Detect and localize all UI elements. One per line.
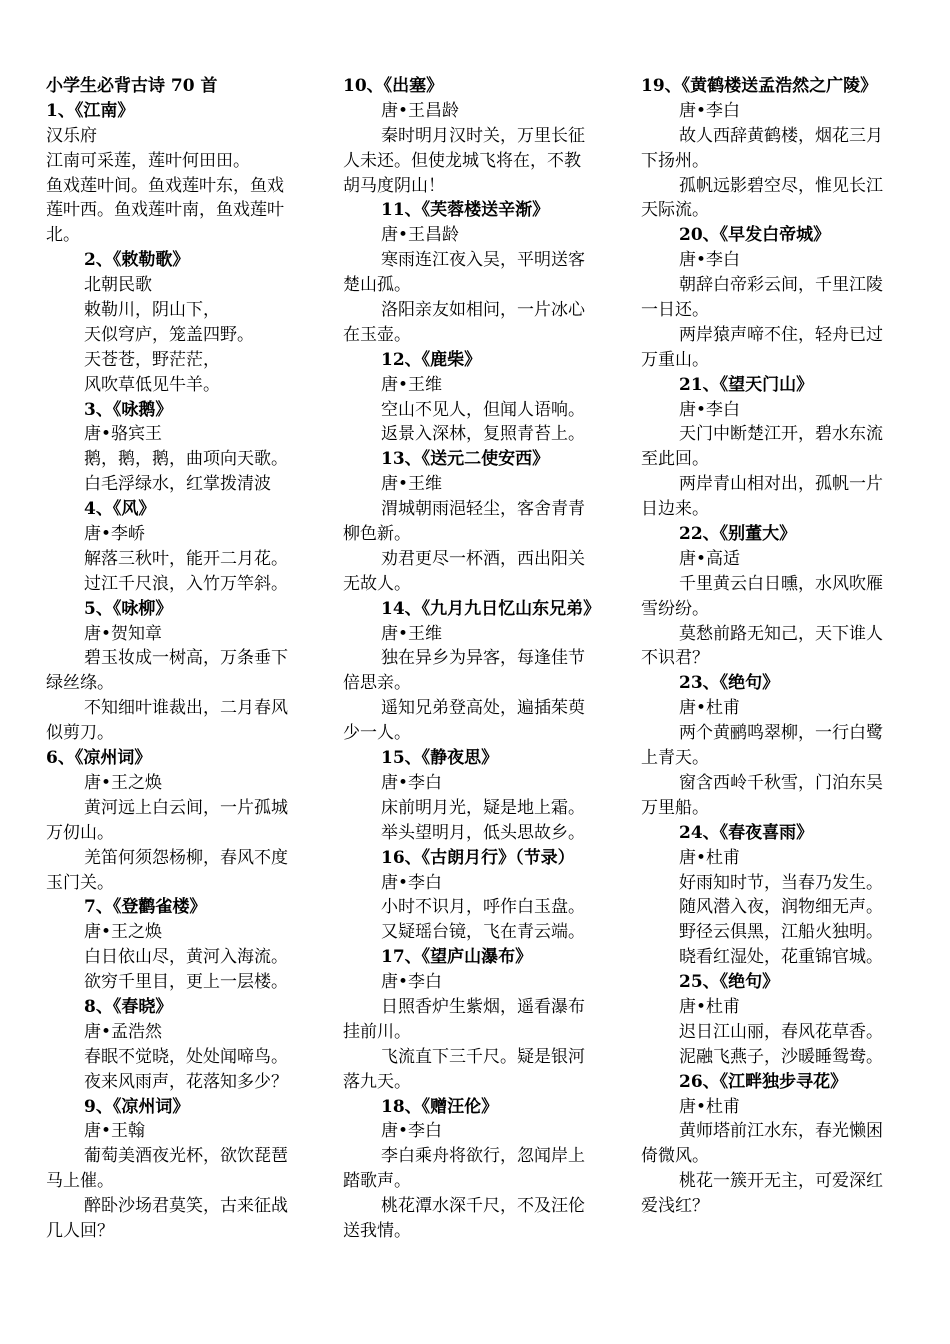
poem-line: 不识君？ (641, 648, 709, 669)
poem-title: 17、《望庐山瀑布》 (381, 947, 533, 968)
poem-line: 桃花潭水深千尺，不及汪伦 (381, 1196, 585, 1217)
poem-line: 故人西辞黄鹤楼，烟花三月 (679, 125, 883, 146)
poem-author: 唐•贺知章 (84, 623, 163, 644)
poem-author: 唐•李白 (679, 399, 741, 420)
poem-title: 5、《咏柳》 (84, 598, 173, 619)
poem-line: 黄河远上白云间，一片孤城 (84, 797, 288, 818)
poem-title: 6、《凉州词》 (46, 748, 152, 769)
poem-line: 敕勒川，阴山下， (84, 300, 220, 321)
poem-line: 春眠不觉晓，处处闻啼鸟。 (84, 1046, 288, 1067)
poem-line: 迟日江山丽，春风花草香。 (679, 1021, 883, 1042)
poem-line: 落九天。 (343, 1071, 411, 1092)
poem-title: 4、《风》 (84, 499, 156, 520)
poem-line: 柳色新。 (343, 524, 411, 545)
poem-title: 23、《绝句》 (679, 673, 780, 694)
poem-author: 唐•王之焕 (84, 772, 163, 793)
poem-line: 随风潜入夜，润物细无声。 (679, 897, 883, 918)
poem-author: 唐•高适 (679, 548, 741, 569)
poem-line: 飞流直下三千尺。疑是银河 (381, 1046, 585, 1067)
poem-line: 莲叶西。鱼戏莲叶南，鱼戏莲叶 (46, 200, 284, 221)
poem-line: 两岸青山相对出，孤帆一片 (679, 474, 883, 495)
poem-line: 独在异乡为异客，每逢佳节 (381, 648, 585, 669)
poem-author: 唐•王昌龄 (381, 225, 460, 246)
poem-line: 鹅，鹅，鹅，曲项向天歌。 (84, 449, 288, 470)
poem-line: 倚微风。 (641, 1146, 709, 1167)
poem-line: 朝辞白帝彩云间，千里江陵 (679, 275, 883, 296)
poem-title: 14、《九月九日忆山东兄弟》 (381, 598, 601, 619)
poem-line: 挂前川。 (343, 1021, 411, 1042)
poem-line: 人未还。但使龙城飞将在，不教 (343, 150, 581, 171)
poem-line: 秦时明月汉时关，万里长征 (381, 125, 585, 146)
poem-title: 25、《绝句》 (679, 972, 780, 993)
poem-author: 唐•骆宾王 (84, 424, 163, 445)
poem-line: 万仞山。 (46, 822, 114, 843)
poem-author: 唐•杜甫 (679, 847, 741, 868)
poem-line: 江南可采莲，莲叶何田田。 (46, 150, 250, 171)
poem-line: 送我情。 (343, 1220, 411, 1241)
poem-line: 踏歌声。 (343, 1171, 411, 1192)
poem-title: 8、《春晓》 (84, 996, 173, 1017)
poem-author: 唐•王维 (381, 623, 443, 644)
poem-line: 碧玉妆成一树高，万条垂下 (84, 648, 288, 669)
column-3 (641, 74, 909, 1219)
poem-line: 桃花一簇开无主，可爱深红 (679, 1171, 883, 1192)
poem-line: 洛阳亲友如相问，一片冰心 (381, 300, 585, 321)
poem-line: 葡萄美酒夜光杯，欲饮琵琶 (84, 1146, 288, 1167)
poem-line: 空山不见人，但闻人语响。 (381, 399, 585, 420)
poem-title: 11、《芙蓉楼送辛渐》 (381, 200, 550, 221)
poem-line: 似剪刀。 (46, 723, 114, 744)
poem-title: 22、《别董大》 (679, 524, 797, 545)
poem-line: 欲穷千里目，更上一层楼。 (84, 972, 288, 993)
poem-author: 唐•李白 (381, 972, 443, 993)
poem-line: 爱浅红？ (641, 1196, 709, 1217)
poem-line: 野径云俱黑，江船火独明。 (679, 922, 883, 943)
poem-line: 白毛浮绿水，红掌拨清波 (84, 474, 271, 495)
document-title: 小学生必背古诗 70 首 (46, 76, 218, 96)
poem-line: 千里黄云白日曛，水风吹雁 (679, 573, 883, 594)
poem-line: 绿丝绦。 (46, 673, 114, 694)
column-2 (343, 74, 611, 1244)
poem-line: 黄师塔前江水东，春光懒困 (679, 1121, 883, 1142)
poem-line: 晓看红湿处，花重锦官城。 (679, 947, 883, 968)
poem-author: 唐•杜甫 (679, 698, 741, 719)
poem-line: 白日依山尽，黄河入海流。 (84, 947, 288, 968)
poem-title: 18、《赠汪伦》 (381, 1096, 499, 1117)
poem-title: 2、《敕勒歌》 (84, 250, 190, 271)
poem-title: 9、《凉州词》 (84, 1096, 190, 1117)
poem-line: 鱼戏莲叶间。鱼戏莲叶东，鱼戏 (46, 175, 284, 196)
poem-line: 楚山孤。 (343, 275, 411, 296)
poem-author: 唐•李白 (381, 872, 443, 893)
poem-title: 15、《静夜思》 (381, 748, 499, 769)
poem-author: 北朝民歌 (84, 275, 152, 296)
poem-line: 解落三秋叶，能开二月花。 (84, 548, 288, 569)
poem-line: 万重山。 (641, 349, 709, 370)
poem-line: 在玉壶。 (343, 324, 411, 345)
poem-author: 唐•李白 (381, 772, 443, 793)
poem-line: 北。 (46, 225, 80, 246)
poem-line: 又疑瑶台镜，飞在青云端。 (381, 922, 585, 943)
poem-line: 一日还。 (641, 300, 709, 321)
poem-author: 唐•王维 (381, 474, 443, 495)
poem-author: 唐•王之焕 (84, 922, 163, 943)
poem-title: 1、《江南》 (46, 100, 135, 121)
poem-title: 24、《春夜喜雨》 (679, 822, 814, 843)
poem-line: 不知细叶谁裁出，二月春风 (84, 698, 288, 719)
poem-line: 小时不识月，呼作白玉盘。 (381, 897, 585, 918)
poem-line: 好雨知时节，当春乃发生。 (679, 872, 883, 893)
column-1 (46, 74, 314, 1244)
poem-line: 几人回？ (46, 1220, 114, 1241)
poem-line: 举头望明月，低头思故乡。 (381, 822, 585, 843)
poem-line: 上青天。 (641, 748, 709, 769)
poem-title: 13、《送元二使安西》 (381, 449, 550, 470)
poem-line: 日照香炉生紫烟，遥看瀑布 (381, 996, 585, 1017)
poem-title: 12、《鹿柴》 (381, 349, 482, 370)
poem-line: 至此回。 (641, 449, 709, 470)
poem-line: 李白乘舟将欲行，忽闻岸上 (381, 1146, 585, 1167)
poem-line: 遥知兄弟登高处，遍插茱萸 (381, 698, 585, 719)
poem-title: 7、《登鹳雀楼》 (84, 897, 207, 918)
poem-line: 无故人。 (343, 573, 411, 594)
poem-line: 胡马度阴山！ (343, 175, 445, 196)
poem-line: 泥融飞燕子，沙暖睡鸳鸯。 (679, 1046, 883, 1067)
poem-line: 玉门关。 (46, 872, 114, 893)
poem-title: 21、《望天门山》 (679, 374, 814, 395)
poem-author: 唐•王昌龄 (381, 100, 460, 121)
poem-line: 窗含西岭千秋雪，门泊东吴 (679, 772, 883, 793)
poem-author: 汉乐府 (46, 125, 97, 146)
poem-title: 20、《早发白帝城》 (679, 225, 831, 246)
poem-author: 唐•李白 (679, 250, 741, 271)
poem-line: 万里船。 (641, 797, 709, 818)
poem-line: 天门中断楚江开，碧水东流 (679, 424, 883, 445)
poem-author: 唐•孟浩然 (84, 1021, 163, 1042)
poem-line: 风吹草低见牛羊。 (84, 374, 220, 395)
poem-line: 返景入深林，复照青苔上。 (381, 424, 585, 445)
poem-line: 莫愁前路无知己，天下谁人 (679, 623, 883, 644)
poem-line: 雪纷纷。 (641, 598, 709, 619)
poem-line: 羌笛何须怨杨柳，春风不度 (84, 847, 288, 868)
poem-line: 下扬州。 (641, 150, 709, 171)
poem-line: 渭城朝雨浥轻尘，客舍青青 (381, 499, 585, 520)
poem-title: 3、《咏鹅》 (84, 399, 173, 420)
poem-line: 劝君更尽一杯酒，西出阳关 (381, 548, 585, 569)
poem-author: 唐•李峤 (84, 524, 146, 545)
poem-title: 19、《黄鹤楼送孟浩然之广陵》 (641, 76, 878, 96)
poem-author: 唐•杜甫 (679, 996, 741, 1017)
poem-line: 天际流。 (641, 200, 709, 221)
poem-line: 寒雨连江夜入吴，平明送客 (381, 250, 585, 271)
poem-line: 夜来风雨声，花落知多少？ (84, 1071, 288, 1092)
poem-title: 10、《出塞》 (343, 76, 444, 96)
poem-line: 醉卧沙场君莫笑，古来征战 (84, 1196, 288, 1217)
poem-line: 马上催。 (46, 1171, 114, 1192)
poem-line: 天似穹庐，笼盖四野。 (84, 324, 254, 345)
poem-line: 两个黄鹂鸣翠柳，一行白鹭 (679, 723, 883, 744)
poem-author: 唐•李白 (679, 100, 741, 121)
poem-line: 少一人。 (343, 723, 411, 744)
poem-line: 孤帆远影碧空尽，惟见长江 (679, 175, 883, 196)
poem-line: 床前明月光，疑是地上霜。 (381, 797, 585, 818)
poem-author: 唐•李白 (381, 1121, 443, 1142)
poem-title: 26、《江畔独步寻花》 (679, 1071, 848, 1092)
poem-author: 唐•杜甫 (679, 1096, 741, 1117)
poem-line: 倍思亲。 (343, 673, 411, 694)
poem-author: 唐•王维 (381, 374, 443, 395)
poem-line: 天苍苍，野茫茫， (84, 349, 220, 370)
poem-line: 两岸猿声啼不住，轻舟已过 (679, 324, 883, 345)
poem-title: 16、《古朗月行》（节录） (381, 847, 575, 868)
poem-author: 唐•王翰 (84, 1121, 146, 1142)
poem-line: 日边来。 (641, 499, 709, 520)
poem-line: 过江千尺浪，入竹万竿斜。 (84, 573, 288, 594)
